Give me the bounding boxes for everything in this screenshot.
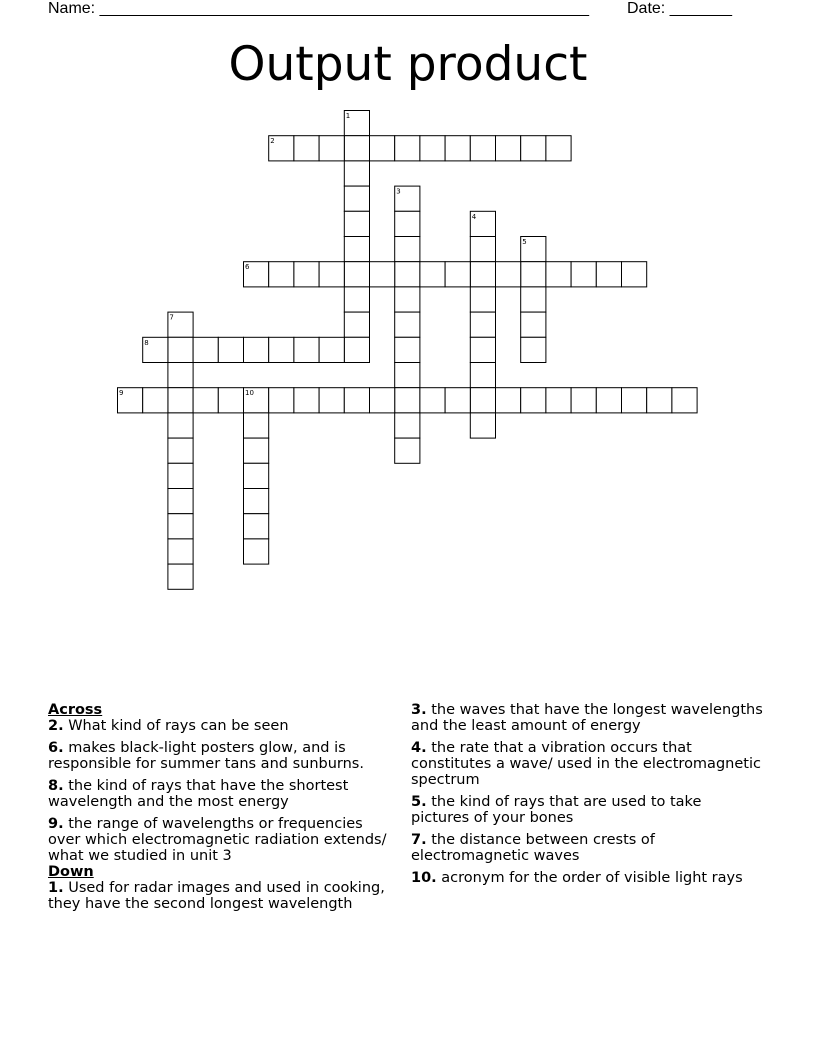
clue-number: 10. — [411, 870, 437, 886]
date-field[interactable]: Date: _______ — [627, 0, 732, 17]
grid-cell[interactable] — [319, 337, 344, 362]
clue-item — [411, 702, 763, 734]
grid-cell[interactable] — [344, 136, 369, 161]
clue-item — [48, 778, 393, 810]
grid-cell[interactable] — [445, 262, 470, 287]
grid-cell[interactable] — [395, 337, 420, 362]
grid-cell[interactable] — [496, 262, 521, 287]
clue-item — [411, 794, 763, 826]
clue-item — [48, 816, 393, 864]
grid-cell[interactable] — [168, 514, 193, 539]
grid-cell[interactable] — [344, 287, 369, 312]
clue-item — [48, 740, 393, 772]
grid-cell[interactable] — [596, 262, 621, 287]
cell-number: 2 — [270, 137, 275, 146]
grid-cell[interactable] — [218, 337, 243, 362]
clue-number: 2. — [48, 718, 64, 734]
grid-cell[interactable] — [244, 514, 269, 539]
grid-cell[interactable] — [395, 211, 420, 236]
cell-number: 5 — [522, 238, 527, 246]
grid-cell[interactable] — [571, 262, 596, 287]
grid-cell[interactable] — [269, 388, 294, 413]
grid-cell[interactable] — [244, 489, 269, 514]
grid-cell[interactable] — [395, 413, 420, 438]
grid-cell[interactable] — [168, 564, 193, 589]
grid-cell[interactable] — [370, 262, 395, 287]
grid-cell[interactable] — [168, 539, 193, 564]
clues-right-column — [411, 702, 763, 892]
grid-cell[interactable] — [168, 438, 193, 463]
clue-number: 1. — [48, 880, 64, 896]
grid-cell[interactable] — [395, 388, 420, 413]
grid-cell[interactable] — [294, 337, 319, 362]
grid-cell[interactable] — [344, 186, 369, 211]
grid-cell[interactable] — [470, 413, 495, 438]
grid-cell[interactable] — [622, 388, 647, 413]
clue-item — [411, 870, 763, 886]
clue-text: What kind of rays can be seen — [63, 718, 289, 734]
grid-cell[interactable] — [168, 463, 193, 488]
grid-cell[interactable] — [395, 438, 420, 463]
grid-cell[interactable] — [521, 287, 546, 312]
across-clue-list — [48, 718, 393, 864]
across-heading: Across — [48, 702, 103, 718]
down-clue-list-continued — [411, 702, 763, 886]
clue-text: Used for radar images and used in cooking, they have the second longest wavelength — [48, 880, 385, 912]
grid-cell[interactable] — [294, 262, 319, 287]
grid-cell[interactable] — [395, 287, 420, 312]
clue-text: the kind of rays that have the shortest wavelength and the most energy — [48, 778, 349, 810]
clues-left-column — [48, 702, 393, 918]
grid-cell[interactable] — [370, 136, 395, 161]
cell-number: 7 — [169, 313, 174, 322]
grid-cell[interactable] — [244, 438, 269, 463]
grid-cell[interactable] — [168, 337, 193, 362]
clue-number: 4. — [411, 740, 427, 756]
grid-cell[interactable] — [344, 161, 369, 186]
down-heading: Down — [48, 864, 94, 880]
grid-cell[interactable] — [420, 388, 445, 413]
grid-cell[interactable] — [496, 136, 521, 161]
grid-cell[interactable] — [244, 413, 269, 438]
grid-cell[interactable] — [470, 337, 495, 362]
grid-cell[interactable] — [193, 337, 218, 362]
cell-number: 4 — [471, 212, 477, 221]
clue-text: the kind of rays that are used to take pictures of your bones — [411, 794, 702, 826]
grid-cell[interactable] — [521, 388, 546, 413]
clue-number: 7. — [411, 832, 427, 848]
grid-cell[interactable] — [344, 337, 369, 362]
grid-cell[interactable] — [546, 262, 571, 287]
grid-cell[interactable] — [496, 388, 521, 413]
grid-cell[interactable] — [395, 262, 420, 287]
cell-number: 1 — [345, 112, 351, 120]
grid-cell[interactable] — [470, 363, 495, 388]
clue-item — [48, 718, 393, 734]
grid-cell[interactable] — [319, 136, 344, 161]
grid-cell[interactable] — [622, 262, 647, 287]
grid-cell[interactable] — [445, 388, 470, 413]
grid-cell[interactable] — [269, 337, 294, 362]
cell-number: 8 — [144, 338, 149, 347]
down-clue-list — [48, 880, 393, 912]
grid-cell[interactable] — [244, 539, 269, 564]
grid-cell[interactable] — [294, 388, 319, 413]
grid-cell[interactable] — [395, 363, 420, 388]
grid-cell[interactable] — [344, 262, 369, 287]
clue-number: 3. — [411, 702, 427, 718]
grid-cell[interactable] — [269, 262, 294, 287]
grid-cell[interactable] — [672, 388, 697, 413]
grid-cell[interactable] — [193, 388, 218, 413]
clue-text: the distance between crests of electromagnetic waves — [411, 832, 655, 864]
grid-cell[interactable] — [319, 388, 344, 413]
grid-cell[interactable] — [168, 489, 193, 514]
grid-cell[interactable] — [370, 388, 395, 413]
grid-cell[interactable] — [344, 211, 369, 236]
grid-cell[interactable] — [420, 136, 445, 161]
grid-cell[interactable] — [470, 262, 495, 287]
grid-cell[interactable] — [571, 388, 596, 413]
grid-cell[interactable] — [521, 136, 546, 161]
grid-cell[interactable] — [319, 262, 344, 287]
grid-cell[interactable] — [168, 363, 193, 388]
clue-item — [48, 880, 393, 912]
grid-cell[interactable] — [244, 463, 269, 488]
grid-cell[interactable] — [521, 312, 546, 337]
grid-cell[interactable] — [546, 136, 571, 161]
grid-cell[interactable] — [395, 237, 420, 262]
grid-cell[interactable] — [244, 337, 269, 362]
cell-number: 9 — [119, 389, 124, 398]
grid-cell[interactable] — [546, 388, 571, 413]
grid-cell[interactable] — [470, 388, 495, 413]
clue-number: 6. — [48, 740, 64, 756]
grid-cell[interactable] — [470, 287, 495, 312]
grid-cell[interactable] — [143, 388, 168, 413]
clue-text: the range of wavelengths or frequencies over which electromagnetic radiation extends/ what we studied in unit 3 — [48, 816, 387, 864]
grid-cell[interactable] — [596, 388, 621, 413]
clue-item — [411, 740, 763, 788]
grid-cell[interactable] — [395, 312, 420, 337]
clue-number: 9. — [48, 816, 64, 832]
grid-cell[interactable] — [420, 262, 445, 287]
grid-cell[interactable] — [218, 388, 243, 413]
grid-cell[interactable] — [521, 262, 546, 287]
clue-text: the rate that a vibration occurs that constitutes a wave/ used in the electromagnetic spectrum — [411, 740, 761, 788]
grid-cell[interactable] — [521, 337, 546, 362]
grid-cell[interactable] — [168, 413, 193, 438]
name-field[interactable]: Name: _______________________________________________________ — [48, 0, 589, 17]
grid-cell[interactable] — [344, 237, 369, 262]
grid-cell[interactable] — [168, 388, 193, 413]
cell-number: 3 — [396, 187, 401, 196]
grid-cell[interactable] — [344, 312, 369, 337]
clue-item — [411, 832, 763, 864]
cell-number: 6 — [245, 263, 250, 272]
grid-cell[interactable] — [470, 237, 495, 262]
grid-cell[interactable] — [470, 136, 495, 161]
grid-cell[interactable] — [395, 136, 420, 161]
clue-number: 5. — [411, 794, 427, 810]
cell-number: 10 — [245, 389, 254, 398]
clue-text: makes black-light posters glow, and is responsible for summer tans and sunburns. — [48, 740, 364, 772]
puzzle-title: Output product — [228, 37, 588, 92]
grid-cell[interactable] — [470, 312, 495, 337]
grid-cell[interactable] — [647, 388, 672, 413]
grid-cell[interactable] — [445, 136, 470, 161]
grid-cell[interactable] — [294, 136, 319, 161]
clue-text: the waves that have the longest wavelengths and the least amount of energy — [411, 702, 763, 734]
grid-cell[interactable] — [344, 388, 369, 413]
clue-number: 8. — [48, 778, 64, 794]
clue-text: acronym for the order of visible light rays — [436, 870, 743, 886]
